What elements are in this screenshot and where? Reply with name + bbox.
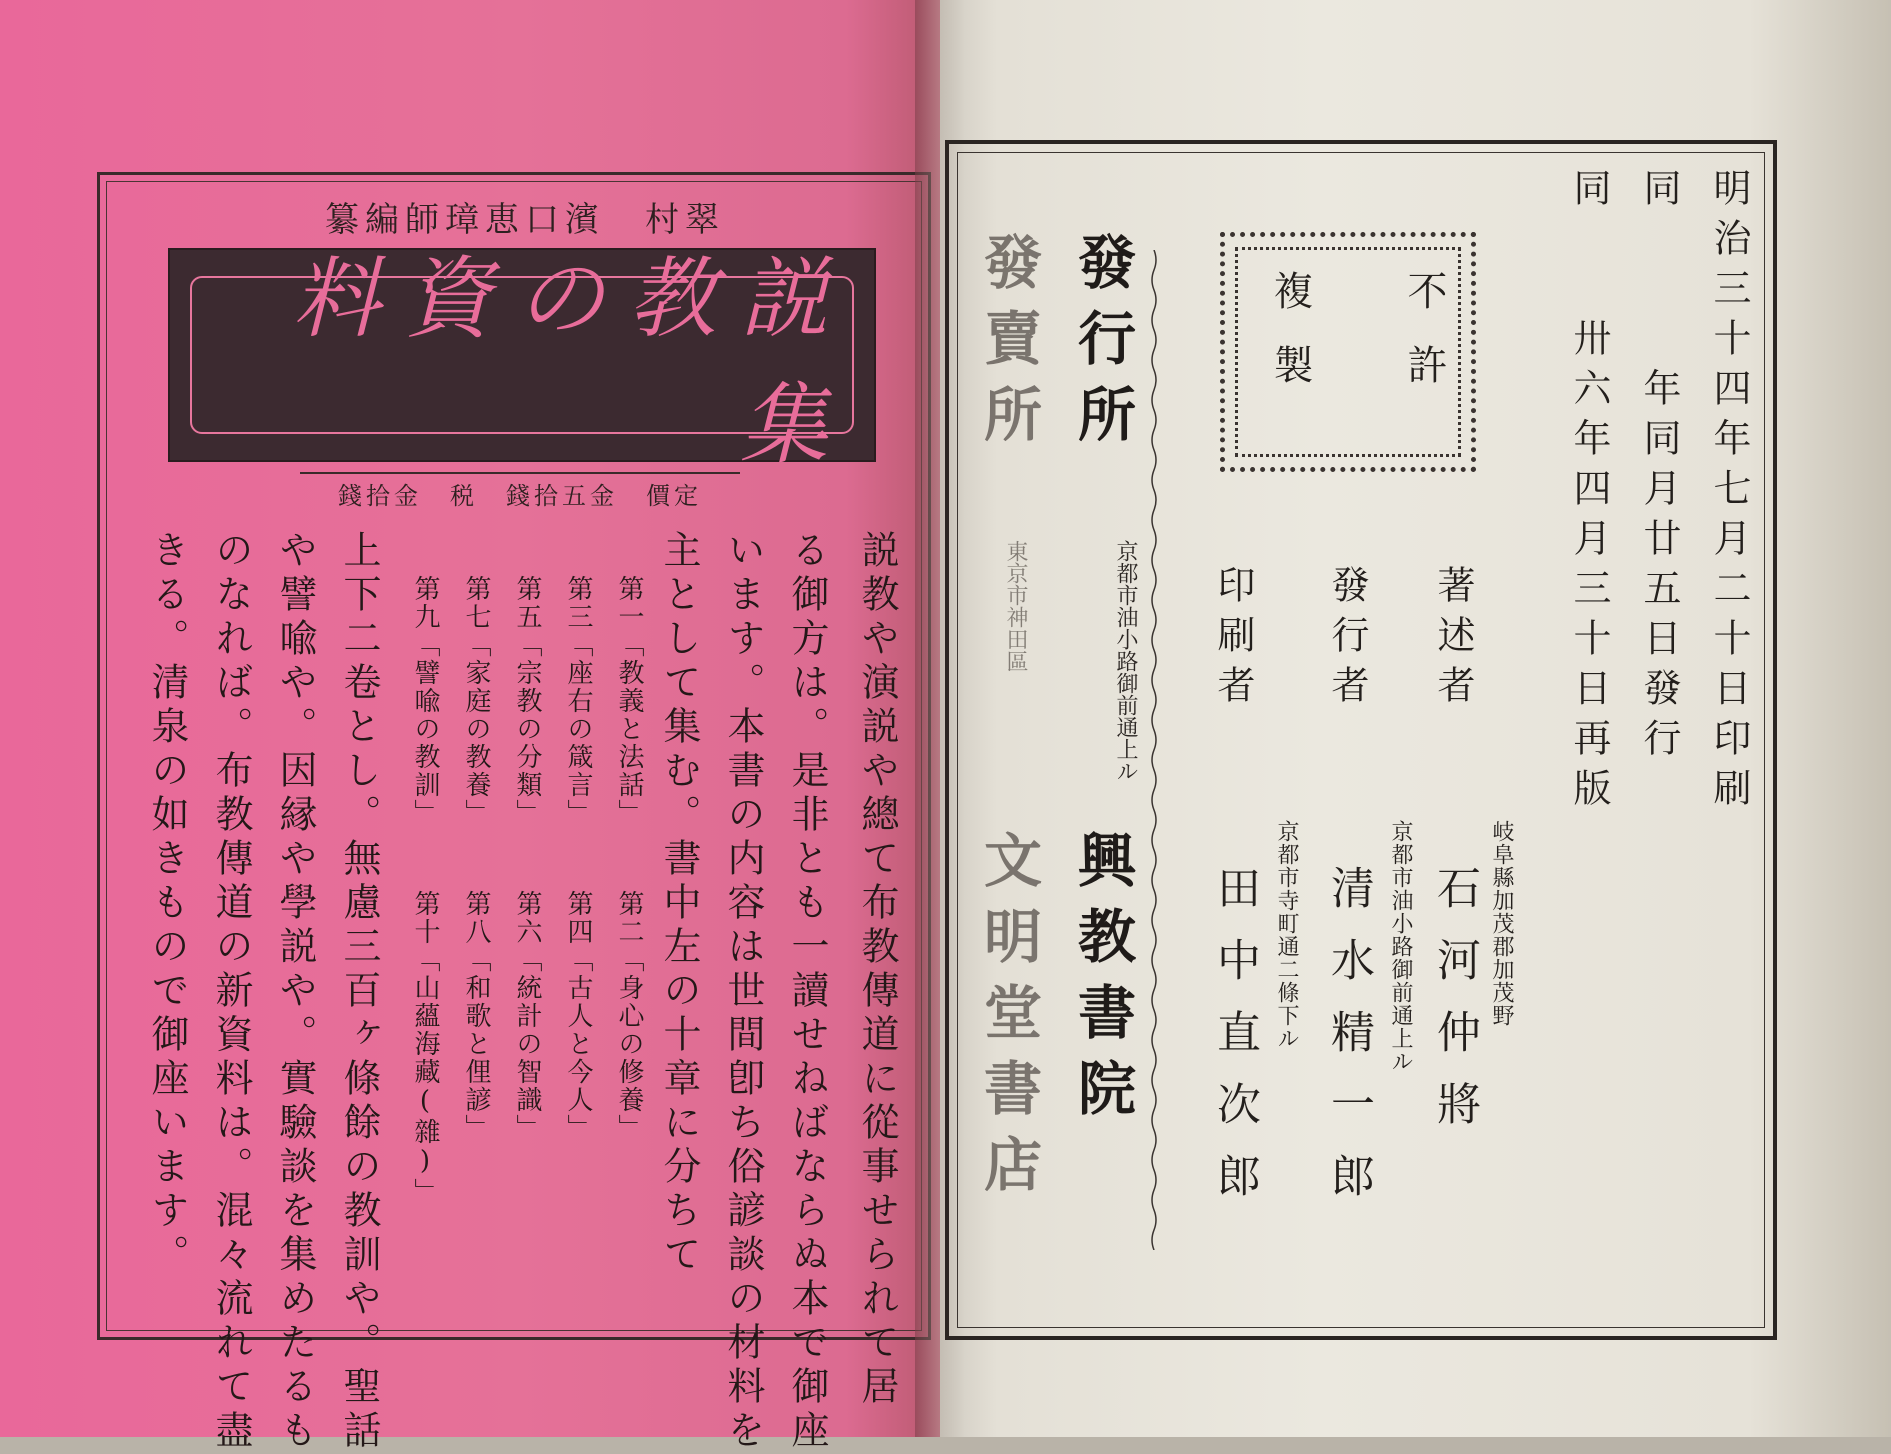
- chapter-item: 第八「和歌と俚諺」: [461, 890, 491, 1142]
- ad-body-column: る御方は。是非とも一讀せねばならぬ本で御座: [785, 530, 829, 1454]
- seller-label: 發賣所: [974, 232, 1042, 460]
- publisher-house-name: 興教書院: [1068, 830, 1136, 1134]
- ad-body-column: 上下二卷とし。無慮三百ヶ條餘の教訓や。聖話: [337, 530, 381, 1454]
- price-line: 定價 金五拾錢 税 金拾錢: [300, 472, 740, 511]
- advertisement-page: [0, 0, 940, 1454]
- book-title: 説教の資料集: [291, 247, 852, 476]
- role-publisher: 發行者: [1325, 565, 1369, 715]
- ad-body-column: きる。清泉の如きもので御座います。: [145, 530, 189, 1278]
- ad-body-column: 主として集む。書中左の十章に分ちて: [657, 530, 701, 1278]
- publish-date: 同 年同月廿五日發行: [1637, 168, 1681, 768]
- publisher-house-address: 京都市油小路御前通上ル: [1113, 540, 1138, 782]
- ad-body-column: のなれば。布教傳道の新資料は。混々流れて盡: [209, 530, 253, 1454]
- publisher-house-label: 發行所: [1068, 232, 1136, 460]
- ad-body-column: 説教や演説や總て布教傳道に從事せられて居: [855, 530, 899, 1410]
- chapter-item: 第四「古人と今人」: [563, 890, 593, 1142]
- chapter-item: 第九「譬喩の教訓」: [410, 575, 440, 827]
- title-banner: [168, 247, 876, 476]
- author-name: 石河仲將: [1429, 865, 1480, 1153]
- publisher-person-name: 清水精一郎: [1323, 865, 1374, 1225]
- chapter-item: 第七「家庭の教養」: [461, 575, 491, 827]
- chapter-item: 第三「座右の箴言」: [563, 575, 593, 827]
- chapter-item: 第二「身心の修養」: [614, 890, 644, 1142]
- reprint-date: 同 卅六年四月三十日再版: [1567, 168, 1611, 818]
- chapter-item: 第一「教義と法話」: [614, 575, 644, 827]
- chapter-item: 第十「山蘊海藏(雜)」: [410, 890, 440, 1206]
- wavy-divider: [1150, 250, 1158, 1250]
- ad-authors: 翠村 濱口恵璋師編纂: [325, 200, 725, 240]
- title-cartouche: [190, 247, 854, 476]
- seller-address: 東京市神田區: [1003, 540, 1028, 672]
- printer-address: 京都市寺町通二條下ル: [1274, 820, 1299, 1050]
- print-date: 明治三十四年七月二十日印刷: [1707, 168, 1751, 818]
- chapter-item: 第五「宗教の分類」: [512, 575, 542, 827]
- seller-name: 文明堂書店: [974, 830, 1042, 1210]
- role-printer: 印刷者: [1211, 565, 1255, 715]
- author-address: 岐阜縣加茂郡加茂野: [1489, 820, 1514, 1027]
- chapter-item: 第六「統計の智識」: [512, 890, 542, 1142]
- publisher-address: 京都市油小路御前通上ル: [1388, 820, 1413, 1073]
- ad-body-column: います。本書の内容は世間卽ち俗諺談の材料を: [721, 530, 765, 1454]
- stamp-text: 複製: [1267, 270, 1313, 418]
- stamp-text: 不許: [1401, 270, 1447, 418]
- role-author: 著述者: [1431, 565, 1475, 715]
- ad-body-column: や譬喩や。因縁や學説や。實驗談を集めたるも: [273, 530, 317, 1454]
- printer-name: 田中直次郎: [1209, 865, 1260, 1225]
